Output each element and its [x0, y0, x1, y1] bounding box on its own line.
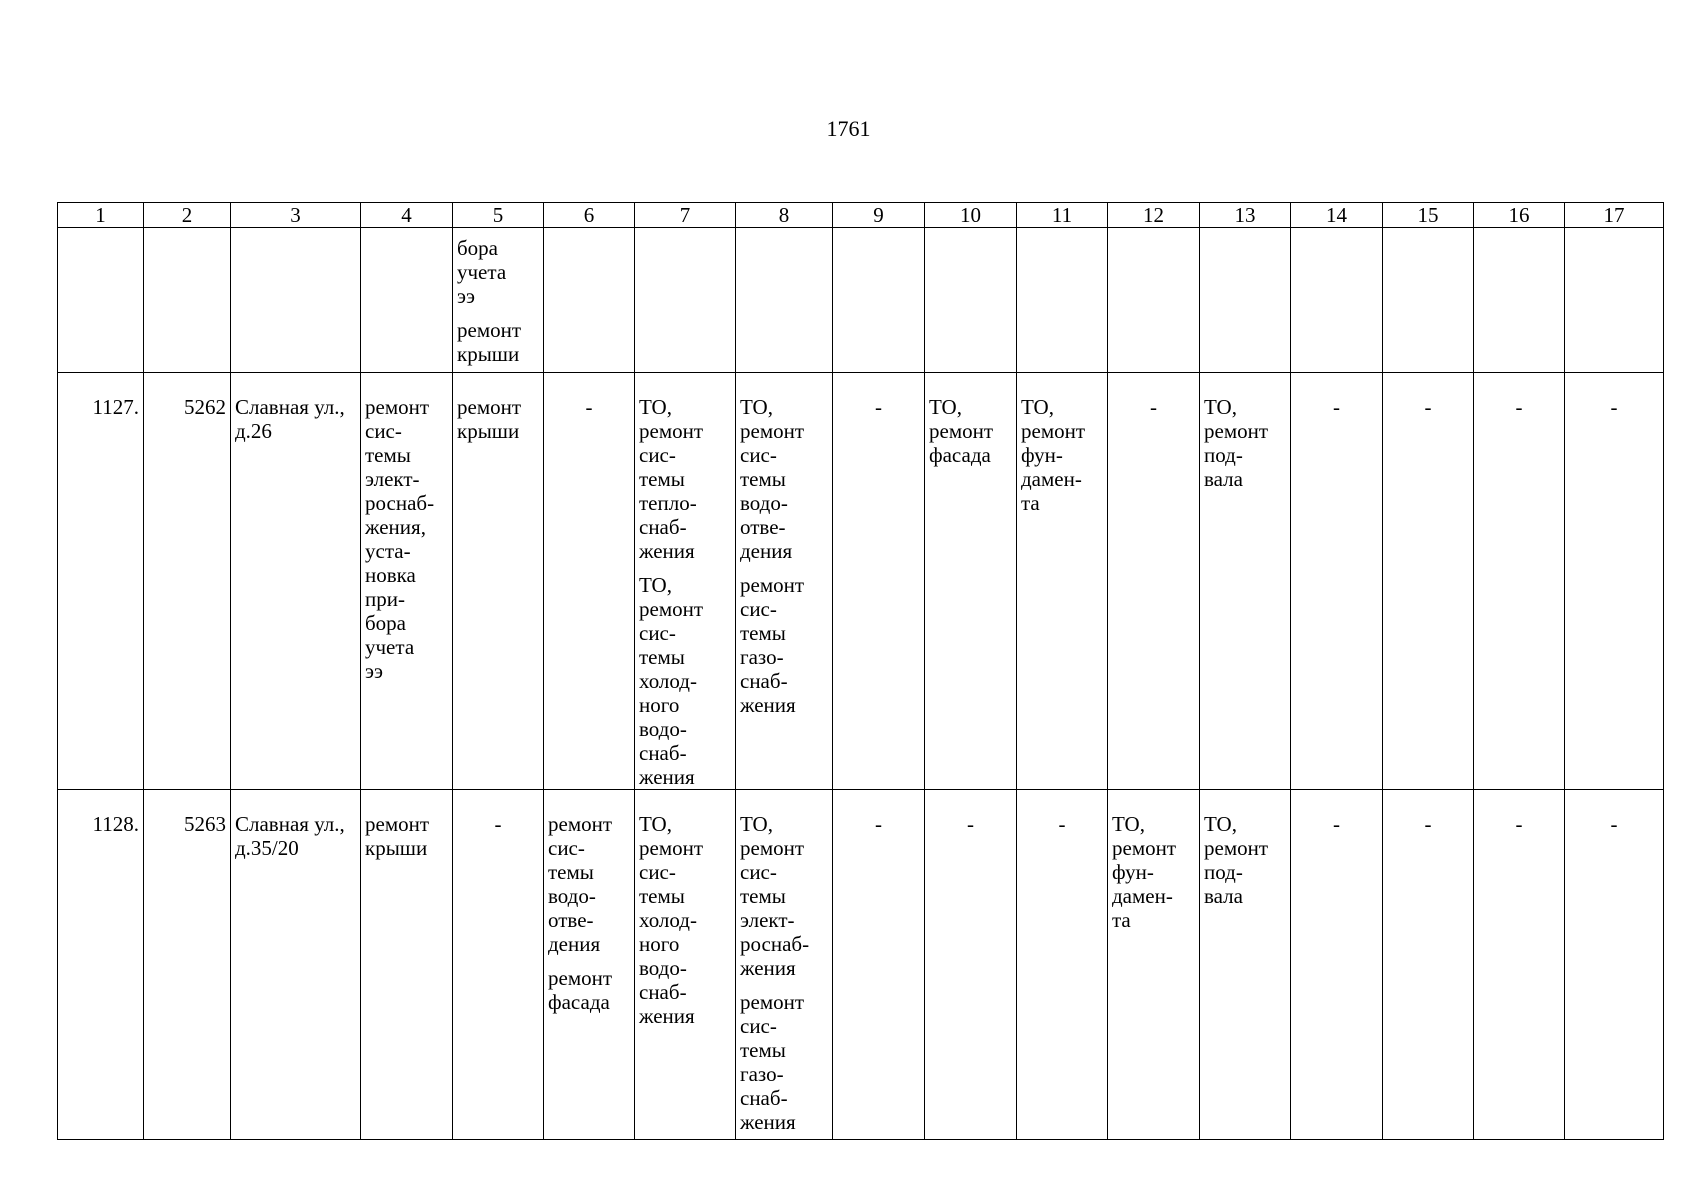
cell-text-line: ТО,: [639, 395, 672, 419]
cell-text-line: водо-: [639, 717, 687, 741]
column-number-cell: 11: [1017, 203, 1108, 228]
table-cell: [1017, 228, 1108, 373]
cell-text-line: водо-: [639, 956, 687, 980]
cell-paragraph: [457, 812, 539, 836]
table-cell: [144, 228, 231, 373]
cell-text-line: жения,: [365, 515, 426, 539]
table-cell: [1383, 228, 1474, 373]
page-number: 1761: [826, 116, 871, 141]
cell-text-line: сис-: [548, 836, 585, 860]
cell-paragraph: [1021, 812, 1103, 836]
cell-text-line: роснаб-: [365, 491, 435, 515]
cell-text-line: ремонт: [1204, 419, 1269, 443]
table-cell: [736, 790, 833, 1140]
table-cell: [144, 373, 231, 790]
cell-text-line: ээ: [365, 659, 384, 683]
cell-text-line: ээ: [457, 284, 476, 308]
cell-text-line: дамен-: [1112, 884, 1173, 908]
table-cell: [544, 228, 635, 373]
cell-text-line: жения: [740, 956, 796, 980]
table-cell: [1108, 790, 1200, 1140]
cell-text-line: -: [1424, 812, 1432, 836]
table-cell: [453, 228, 544, 373]
cell-text-line: темы: [548, 860, 594, 884]
cell-paragraph: [148, 395, 226, 419]
table-cell: [144, 790, 231, 1140]
table-cell: [361, 790, 453, 1140]
cell-text-line: -: [1058, 812, 1066, 836]
cell-text-line: -: [1515, 812, 1523, 836]
cell-text-line: снаб-: [740, 1086, 788, 1110]
cell-paragraph: [365, 812, 448, 860]
cell-text-line: фасада: [548, 990, 610, 1014]
cell-text-line: снаб-: [639, 515, 687, 539]
cell-text-line: ремонт: [365, 812, 430, 836]
cell-paragraph: [1478, 812, 1560, 836]
cell-text-line: ТО,: [1021, 395, 1054, 419]
cell-text-line: ремонт: [548, 812, 613, 836]
cell-text-line: под-: [1204, 443, 1243, 467]
column-number-cell: 6: [544, 203, 635, 228]
cell-text-line: сис-: [639, 443, 676, 467]
cell-text-line: дамен-: [1021, 467, 1082, 491]
cell-text-line: жения: [639, 1004, 695, 1028]
cell-paragraph: [639, 395, 731, 563]
cell-paragraph: [1478, 395, 1560, 419]
table-cell: [1108, 228, 1200, 373]
table-cell: [361, 228, 453, 373]
table-cell: [1291, 373, 1383, 790]
cell-text-line: жения: [639, 765, 695, 789]
cell-text-line: снаб-: [639, 980, 687, 1004]
cell-text-line: газо-: [740, 1062, 784, 1086]
cell-text-line: та: [1112, 908, 1131, 932]
table-cell: [1474, 373, 1565, 790]
cell-text-line: жения: [740, 1110, 796, 1134]
cell-text-line: -: [1150, 395, 1157, 419]
cell-text-line: ремонт: [639, 597, 704, 621]
cell-text-line: элект-: [740, 908, 795, 932]
cell-text-line: сис-: [365, 419, 402, 443]
cell-paragraph: [1569, 812, 1659, 836]
cell-text-line: та: [1021, 491, 1040, 515]
cell-paragraph: [837, 395, 920, 419]
cell-text-line: под-: [1204, 860, 1243, 884]
cell-text-line: сис-: [740, 1014, 777, 1038]
column-number-cell: 4: [361, 203, 453, 228]
column-number-cell: 1: [58, 203, 144, 228]
cell-paragraph: [457, 236, 539, 308]
cell-text-line: ного: [639, 693, 680, 717]
cell-text-line: сис-: [740, 860, 777, 884]
cell-text-line: ремонт: [365, 395, 430, 419]
table-cell: [925, 228, 1017, 373]
cell-text-line: -: [875, 395, 882, 419]
column-number-cell: 15: [1383, 203, 1474, 228]
cell-text-line: -: [1333, 812, 1340, 836]
cell-text-line: жения: [639, 539, 695, 563]
cell-text-line: роснаб-: [740, 932, 810, 956]
cell-text-line: -: [494, 812, 502, 836]
table-row: [58, 228, 1664, 373]
cell-text-line: учета: [365, 635, 415, 659]
cell-text-line: дения: [740, 539, 793, 563]
cell-paragraph: [365, 395, 448, 683]
cell-text-line: темы: [740, 884, 786, 908]
cell-paragraph: [1112, 395, 1195, 419]
cell-text-line: ремонт: [1204, 836, 1269, 860]
cell-text-line: 5263: [184, 812, 226, 836]
cell-text-line: фасада: [929, 443, 991, 467]
cell-text-line: вала: [1204, 884, 1243, 908]
cell-text-line: ремонт: [1021, 419, 1086, 443]
column-number-row: [58, 203, 1664, 228]
table-cell: [635, 228, 736, 373]
cell-text-line: темы: [740, 1038, 786, 1062]
cell-text-line: д.26: [235, 419, 272, 443]
cell-text-line: ТО,: [1112, 812, 1145, 836]
cell-text-line: ремонт: [929, 419, 994, 443]
table-cell: [635, 790, 736, 1140]
table-cell: [453, 790, 544, 1140]
cell-paragraph: [548, 395, 630, 419]
table-cell: [1565, 228, 1664, 373]
column-number-cell: 8: [736, 203, 833, 228]
cell-text-line: ремонт: [639, 836, 704, 860]
cell-paragraph: [1204, 395, 1286, 491]
cell-text-line: бора: [365, 611, 407, 635]
cell-text-line: -: [1610, 812, 1618, 836]
column-number-cell: 2: [144, 203, 231, 228]
cell-text-line: ТО,: [1204, 395, 1237, 419]
cell-text-line: сис-: [639, 621, 676, 645]
cell-text-line: темы: [365, 443, 411, 467]
table-cell: [544, 373, 635, 790]
cell-paragraph: [1204, 812, 1286, 908]
cell-text-line: учета: [457, 260, 507, 284]
cell-text-line: 1127.: [92, 395, 139, 419]
column-number-cell: 14: [1291, 203, 1383, 228]
cell-paragraph: [837, 812, 920, 836]
cell-paragraph: [740, 573, 828, 717]
table-row: [58, 373, 1664, 790]
table-cell: [1474, 790, 1565, 1140]
cell-text-line: -: [1333, 395, 1340, 419]
cell-text-line: -: [585, 395, 593, 419]
cell-text-line: газо-: [740, 645, 784, 669]
column-number-cell: 7: [635, 203, 736, 228]
table-cell: [1017, 790, 1108, 1140]
cell-text-line: тепло-: [639, 491, 697, 515]
column-number-cell: 12: [1108, 203, 1200, 228]
table-row: [58, 790, 1664, 1140]
cell-text-line: -: [967, 812, 974, 836]
cell-text-line: ремонт: [457, 318, 522, 342]
cell-paragraph: [235, 395, 356, 443]
table-cell: [1565, 790, 1664, 1140]
cell-text-line: -: [1424, 395, 1432, 419]
table-cell: [544, 790, 635, 1140]
table-cell: [1108, 373, 1200, 790]
cell-text-line: темы: [639, 645, 685, 669]
cell-text-line: ремонт: [457, 395, 522, 419]
column-number-cell: 13: [1200, 203, 1291, 228]
cell-text-line: темы: [639, 884, 685, 908]
cell-text-line: ремонт: [740, 836, 805, 860]
cell-text-line: фун-: [1112, 860, 1154, 884]
cell-text-line: -: [1515, 395, 1523, 419]
cell-paragraph: [235, 812, 356, 860]
cell-paragraph: [929, 812, 1012, 836]
table-cell: [833, 228, 925, 373]
cell-text-line: ремонт: [548, 966, 613, 990]
table-cell: [833, 790, 925, 1140]
cell-text-line: водо-: [740, 491, 788, 515]
cell-text-line: сис-: [740, 597, 777, 621]
cell-text-line: холод-: [639, 669, 697, 693]
table-cell: [635, 373, 736, 790]
cell-text-line: вала: [1204, 467, 1243, 491]
table-cell: [925, 790, 1017, 1140]
column-number-cell: 16: [1474, 203, 1565, 228]
cell-text-line: сис-: [740, 443, 777, 467]
table-cell: [1565, 373, 1664, 790]
cell-text-line: дения: [548, 932, 601, 956]
table-cell: [58, 790, 144, 1140]
cell-paragraph: [548, 966, 630, 1014]
table-cell: [1383, 790, 1474, 1140]
cell-text-line: уста-: [365, 539, 411, 563]
cell-paragraph: [548, 812, 630, 956]
cell-text-line: сис-: [639, 860, 676, 884]
cell-text-line: ТО,: [929, 395, 962, 419]
cell-text-line: ремонт: [1112, 836, 1177, 860]
table-cell: [1200, 790, 1291, 1140]
cell-text-line: элект-: [365, 467, 420, 491]
cell-text-line: 1128.: [92, 812, 139, 836]
cell-paragraph: [62, 395, 139, 419]
cell-text-line: фун-: [1021, 443, 1063, 467]
cell-paragraph: [1295, 812, 1378, 836]
column-number-cell: 17: [1565, 203, 1664, 228]
cell-text-line: снаб-: [639, 741, 687, 765]
cell-text-line: холод-: [639, 908, 697, 932]
cell-paragraph: [1295, 395, 1378, 419]
cell-text-line: ТО,: [1204, 812, 1237, 836]
table-cell: [58, 373, 144, 790]
table-cell: [1017, 373, 1108, 790]
cell-text-line: темы: [740, 467, 786, 491]
cell-text-line: крыши: [457, 342, 520, 366]
cell-paragraph: [1569, 395, 1659, 419]
cell-text-line: ного: [639, 932, 680, 956]
cell-paragraph: [62, 812, 139, 836]
cell-text-line: ремонт: [740, 573, 805, 597]
table-cell: [1474, 228, 1565, 373]
table-cell: [231, 228, 361, 373]
table-cell: [1291, 790, 1383, 1140]
column-number-cell: 10: [925, 203, 1017, 228]
table-cell: [1200, 373, 1291, 790]
cell-text-line: Славная ул.,: [235, 395, 345, 419]
cell-text-line: ремонт: [740, 990, 805, 1014]
table-cell: [736, 228, 833, 373]
cell-text-line: ТО,: [740, 812, 773, 836]
table-cell: [1291, 228, 1383, 373]
table-cell: [1383, 373, 1474, 790]
cell-text-line: новка: [365, 563, 416, 587]
table-cell: [453, 373, 544, 790]
cell-paragraph: [639, 812, 731, 1028]
works-table: [57, 202, 1664, 1140]
cell-text-line: Славная ул.,: [235, 812, 345, 836]
table-cell: [231, 373, 361, 790]
cell-paragraph: [148, 812, 226, 836]
cell-paragraph: [1112, 812, 1195, 932]
cell-paragraph: [929, 395, 1012, 467]
table-cell: [736, 373, 833, 790]
cell-paragraph: [1387, 812, 1469, 836]
cell-text-line: при-: [365, 587, 405, 611]
cell-text-line: -: [1610, 395, 1618, 419]
table-cell: [58, 228, 144, 373]
cell-text-line: -: [875, 812, 882, 836]
cell-text-line: ТО,: [639, 812, 672, 836]
cell-paragraph: [740, 812, 828, 980]
cell-text-line: темы: [740, 621, 786, 645]
cell-paragraph: [639, 573, 731, 789]
cell-paragraph: [457, 318, 539, 366]
cell-paragraph: [740, 990, 828, 1134]
cell-text-line: темы: [639, 467, 685, 491]
cell-text-line: крыши: [365, 836, 428, 860]
table-cell: [1200, 228, 1291, 373]
table-cell: [925, 373, 1017, 790]
column-number-cell: 3: [231, 203, 361, 228]
cell-text-line: снаб-: [740, 669, 788, 693]
cell-text-line: 5262: [184, 395, 226, 419]
cell-text-line: д.35/20: [235, 836, 299, 860]
cell-paragraph: [457, 395, 539, 443]
cell-text-line: бора: [457, 236, 499, 260]
cell-text-line: ремонт: [740, 419, 805, 443]
cell-text-line: жения: [740, 693, 796, 717]
table-cell: [231, 790, 361, 1140]
cell-text-line: крыши: [457, 419, 520, 443]
cell-paragraph: [1021, 395, 1103, 515]
table-cell: [833, 373, 925, 790]
column-number-cell: 9: [833, 203, 925, 228]
cell-text-line: отве-: [548, 908, 594, 932]
cell-paragraph: [740, 395, 828, 563]
cell-paragraph: [1387, 395, 1469, 419]
cell-text-line: отве-: [740, 515, 786, 539]
table-cell: [361, 373, 453, 790]
cell-text-line: ТО,: [639, 573, 672, 597]
cell-text-line: водо-: [548, 884, 596, 908]
cell-text-line: ТО,: [740, 395, 773, 419]
column-number-cell: 5: [453, 203, 544, 228]
cell-text-line: ремонт: [639, 419, 704, 443]
